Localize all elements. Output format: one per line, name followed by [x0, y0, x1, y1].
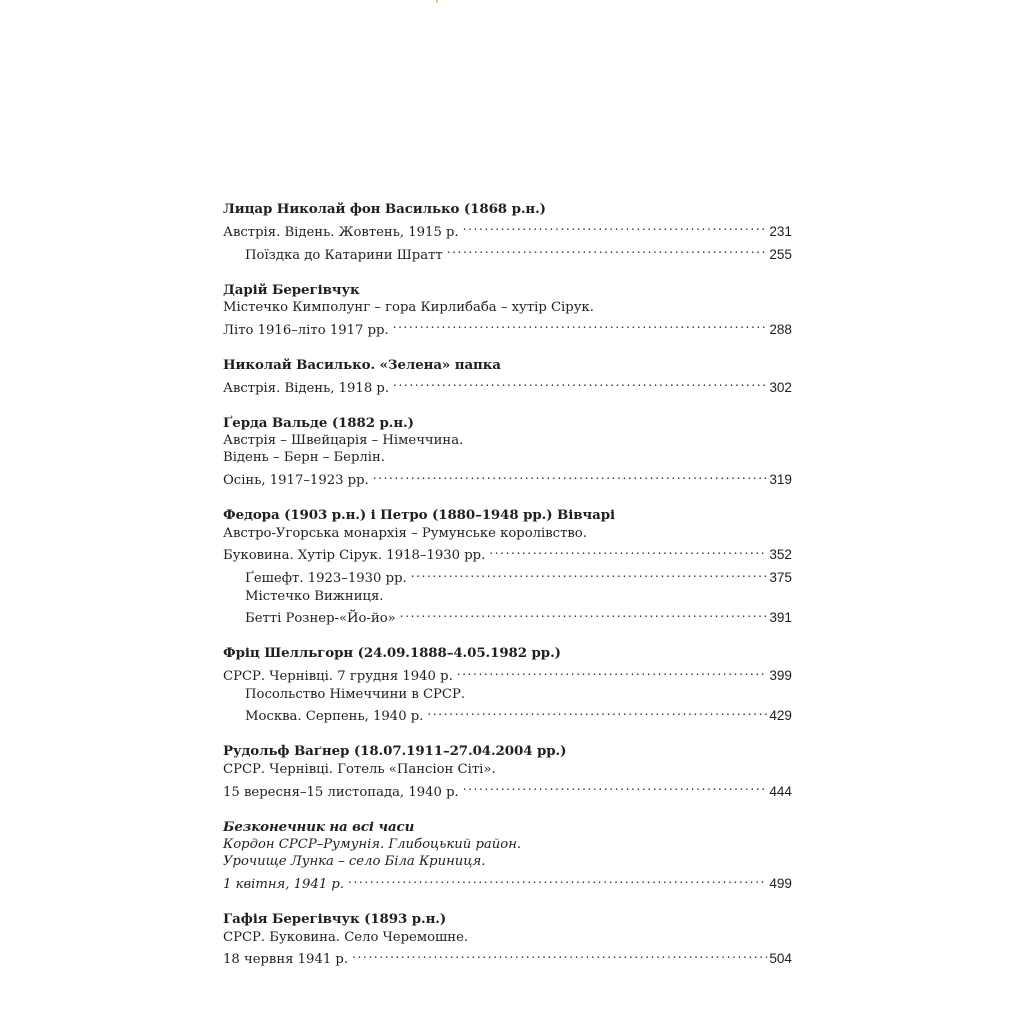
dot-leader: [393, 374, 767, 391]
entry-title: Австрія. Відень, 1918 р.: [223, 380, 390, 396]
entry-title: Австрія. Відень. Жовтень, 1915 р.: [223, 224, 459, 240]
section-heading: Безконечник на всі часи: [223, 818, 415, 835]
dot-leader: [489, 542, 767, 559]
entry-title: Буковина. Хутір Сірук. 1918–1930 рр.: [223, 548, 486, 564]
toc-section-walde: [223, 415, 792, 490]
toc-entry[interactable]: [223, 241, 792, 264]
page-number: 255: [769, 246, 792, 262]
page-number: 429: [769, 708, 792, 724]
section-heading: Рудольф Ваґнер (18.07.1911–27.04.2004 рр.): [223, 743, 567, 760]
dot-leader: [348, 871, 767, 888]
page-number: 391: [769, 610, 792, 626]
toc-section-hafiia: [223, 911, 792, 969]
toc-section-berehivchuk: [223, 282, 792, 340]
dot-leader: [427, 703, 767, 720]
page-number: 499: [769, 876, 792, 892]
page-number: 399: [769, 668, 792, 684]
toc-section-vivchari: [223, 507, 792, 628]
toc-section-wagner: [223, 743, 792, 801]
toc-section-bezkonechnyk: [223, 819, 792, 894]
entry-line: Відень – Берн – Берлін.: [223, 450, 385, 466]
toc-entry[interactable]: [223, 663, 792, 686]
entry-line: Кордон СРСР–Румунія. Глибоцький район.: [223, 837, 522, 853]
entry-title: СРСР. Чернівці. 7 грудня 1940 р.: [223, 669, 453, 685]
entry-title: Літо 1916–літо 1917 рр.: [223, 322, 389, 338]
toc-section-schellhorn: [223, 645, 792, 725]
toc-entry[interactable]: [223, 778, 792, 801]
entry-title: 18 червня 1941 р.: [223, 952, 349, 968]
dot-leader: [411, 565, 768, 582]
toc-entry[interactable]: [223, 542, 792, 565]
page-number: 319: [769, 472, 792, 488]
entry-line: Урочище Лунка – село Біла Криниця.: [223, 854, 486, 870]
dot-leader: [352, 946, 767, 963]
entry-line: Містечко Вижниця.: [245, 588, 384, 604]
entry-line: СРСР. Буковина. Село Черемошне.: [223, 929, 469, 945]
entry-title: Поїздка до Катарини Шратт: [245, 247, 443, 263]
entry-title: 1 квітня, 1941 р.: [223, 877, 345, 893]
page-number: 504: [769, 951, 792, 967]
section-heading: Ґерда Вальде (1882 р.н.): [223, 414, 414, 431]
top-edge-mark: [436, 0, 438, 3]
toc-entry[interactable]: [223, 374, 792, 397]
section-heading: Лицар Николай фон Василько (1868 р.н.): [223, 201, 546, 217]
toc-entry[interactable]: [223, 218, 792, 241]
page-number: 352: [769, 547, 792, 563]
section-heading: Дарій Берегівчук: [223, 281, 360, 298]
page-number: 375: [769, 570, 792, 586]
toc-entry[interactable]: [223, 467, 792, 490]
toc-section-green-folder: [223, 357, 792, 397]
entry-title: Бетті Рознер-«Йо-йо»: [245, 611, 396, 627]
entry-line: Австро-Угорська монархія – Румунське королівство.: [223, 525, 587, 541]
page-number: 302: [769, 379, 792, 395]
toc-entry[interactable]: [223, 946, 792, 969]
section-heading: Федора (1903 р.н.) і Петро (1880–1948 рр.) Вівчарі: [223, 507, 615, 524]
dot-leader: [447, 241, 768, 258]
entry-title: Ґешефт. 1923–1930 рр.: [245, 571, 407, 587]
dot-leader: [400, 605, 768, 622]
toc-entry[interactable]: [223, 605, 792, 628]
toc-section-vasylko: [223, 201, 792, 264]
entry-line: Містечко Кимполунг – гора Кирлибаба – хутір Сірук.: [223, 300, 594, 315]
entry-line: СРСР. Чернівці. Готель «Пансіон Сіті».: [223, 761, 496, 777]
toc-entry[interactable]: [223, 316, 792, 339]
entry-title: Москва. Серпень, 1940 р.: [245, 709, 424, 725]
page-number: 288: [769, 321, 792, 337]
toc-entry[interactable]: [223, 565, 792, 588]
dot-leader: [463, 218, 768, 235]
toc-entry[interactable]: [223, 703, 792, 726]
table-of-contents: [223, 201, 792, 986]
entry-line: Австрія – Швейцарія – Німеччина.: [223, 433, 464, 448]
dot-leader: [373, 467, 768, 484]
section-heading: Гафія Берегівчук (1893 р.н.): [223, 911, 447, 928]
page-number: 231: [769, 223, 792, 239]
dot-leader: [457, 663, 768, 680]
section-heading: Фріц Шелльгорн (24.09.1888–4.05.1982 рр.): [223, 645, 561, 662]
section-heading: Николай Василько. «Зелена» папка: [223, 356, 501, 373]
entry-line: Посольство Німеччини в СРСР.: [245, 686, 466, 702]
entry-title: Осінь, 1917–1923 рр.: [223, 473, 369, 489]
page-number: 444: [769, 783, 792, 799]
dot-leader: [393, 316, 768, 333]
entry-title: 15 вересня–15 листопада, 1940 р.: [223, 784, 459, 800]
dot-leader: [463, 778, 768, 795]
toc-entry[interactable]: [223, 871, 792, 894]
